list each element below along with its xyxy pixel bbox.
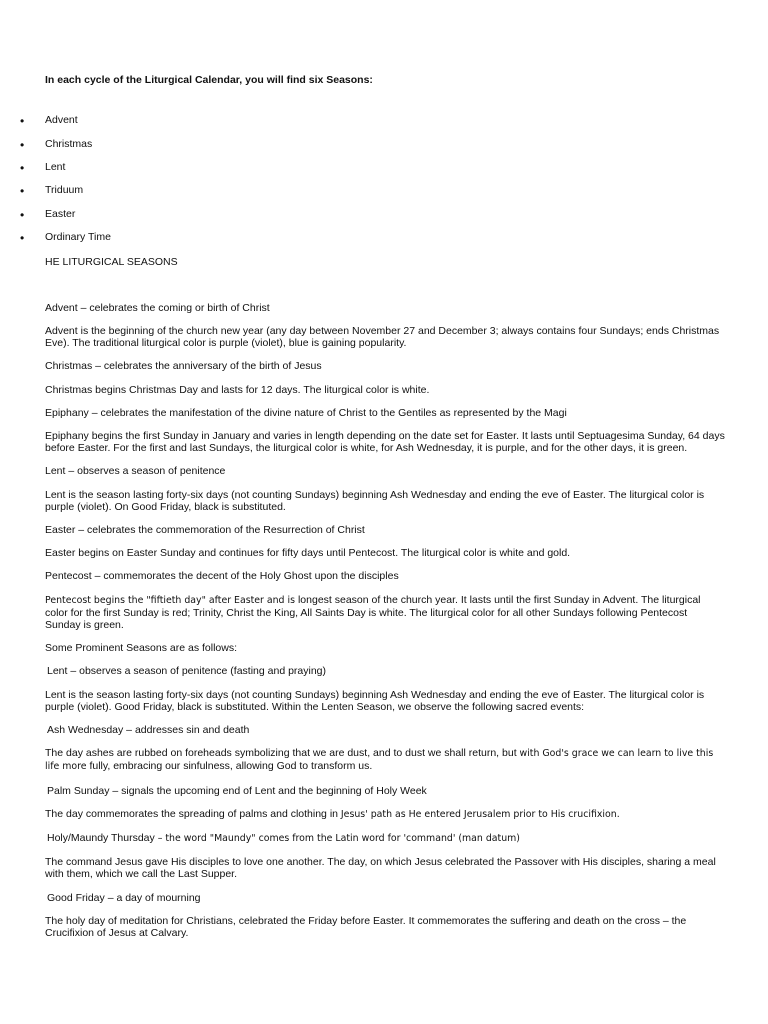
season-description-rest: longest season of the church year. It lasts until the first Sunday in Advent. The liturgical color for the first Sunday is red; Trinity, Christ the King, All Saints Day is white. The liturgical color for all other Sundays following Pentecost Sunday is green. (45, 593, 701, 631)
event-title: Holy/Maundy Thursday – the word "Maundy" comes from the Latin word for 'command' (man datum) (47, 832, 520, 845)
season-title: Easter – celebrates the commemoration of the Resurrection of Christ (45, 523, 365, 536)
event-description: The command Jesus gave His disciples to love one another. The day, on which Jesus celebrated the Passover with His disciples, sharing a meal with them, which we call the Last Supper. (45, 856, 716, 881)
prominent-maundy-thursday (45, 832, 725, 881)
list-item: • Christmas (20, 137, 93, 152)
list-item: • Lent (20, 160, 66, 175)
prominent-good-friday (45, 892, 725, 940)
bullet-icon: • (20, 160, 25, 175)
season-title: Pentecost – commemorates the decent of the Holy Ghost upon the disciples (45, 570, 399, 583)
event-title: Palm Sunday – signals the upcoming end of Lent and the beginning of Holy Week (47, 784, 427, 797)
list-item: • Triduum (20, 184, 84, 199)
event-title: Ash Wednesday – addresses sin and death (47, 724, 250, 737)
bullet-icon: • (20, 137, 25, 152)
list-item: • Ordinary Time (20, 231, 111, 246)
season-title: Christmas – celebrates the anniversary of the birth of Jesus (45, 360, 322, 373)
season-description: Easter begins on Easter Sunday and continues for fifty days until Pentecost. The liturgical color is white and gold. (45, 547, 571, 560)
season-advent (45, 302, 725, 350)
bullet-icon: • (20, 207, 25, 222)
season-pentecost (45, 570, 725, 631)
season-description: Epiphany begins the first Sunday in January and varies in length depending on the date set for Easter. It lasts until Septuagesima Sunday, 64 days before Easter. For the first and last Sundays, the liturgical color is white, for Ash Wednesday, it is purple, and for the other days, it is green. (45, 429, 725, 455)
season-title: Lent – observes a season of penitence (45, 465, 226, 478)
event-description: The holy day of meditation for Christians, celebrated the Friday before Easter. It commemorates the suffering and death on the cross – the Crucifixion of Jesus at Calvary. (45, 914, 687, 940)
list-item: • Easter (20, 207, 76, 222)
season-christmas (45, 360, 725, 395)
prominent-heading: Some Prominent Seasons are as follows: (45, 642, 238, 655)
season-description: Christmas begins Christmas Day and lasts for 12 days. The liturgical color is white. (45, 383, 430, 396)
event-description: Lent is the season lasting forty-six days (not counting Sundays) beginning Ash Wednesday and ending the eve of Easter. The liturgical color is purple (violet). Good Friday, black is substituted. Within the Lenten Season, we observe the following sacred events: (45, 688, 705, 713)
bullet-icon: • (20, 184, 25, 199)
bullet-icon: • (20, 231, 25, 246)
prominent-ash-wednesday (45, 724, 725, 774)
section-heading: HE LITURGICAL SEASONS (45, 255, 178, 268)
prominent-palm-sunday (45, 785, 725, 821)
intro-heading: In each cycle of the Liturgical Calendar, you will find six Seasons: (45, 74, 373, 86)
bullet-icon: • (20, 114, 25, 129)
event-description: The day commemorates the spreading of palms and clothing in Jesus' path as He entered Jerusalem prior to His crucifixion. (45, 807, 620, 820)
season-epiphany (45, 407, 725, 455)
season-description: Advent is the beginning of the church new year (any day between November 27 and December 3; always contains four Sundays; ends Christmas Eve). The traditional liturgical color is purple (violet), blue is gaining popularity. (45, 324, 720, 350)
season-description (45, 594, 725, 632)
event-title: Lent – observes a season of penitence (fasting and praying) (47, 665, 327, 678)
season-description-start: Pentecost begins the "fiftieth day" after Easter and is (45, 594, 298, 606)
event-title: Good Friday – a day of mourning (47, 891, 201, 904)
document-page (20, 74, 725, 950)
season-list (20, 114, 725, 254)
prominent-lent (45, 665, 725, 713)
event-description: The day ashes are rubbed on foreheads symbolizing that we are dust, and to dust we shall return, but with God's grace we can learn to live this life more fully, embracing our sinfulness, allowing God to transform us. (45, 747, 714, 773)
season-description: Lent is the season lasting forty-six days (not counting Sundays) beginning Ash Wednesday and ending the eve of Easter. The liturgical color is purple (violet). On Good Friday, black is substituted. (45, 488, 705, 513)
season-title: Epiphany – celebrates the manifestation of the divine nature of Christ to the Gentiles as represented by the Magi (45, 406, 567, 419)
season-title: Advent – celebrates the coming or birth of Christ (45, 301, 270, 314)
list-item: • Advent (20, 114, 78, 129)
season-easter (45, 524, 725, 559)
season-lent (45, 465, 725, 513)
